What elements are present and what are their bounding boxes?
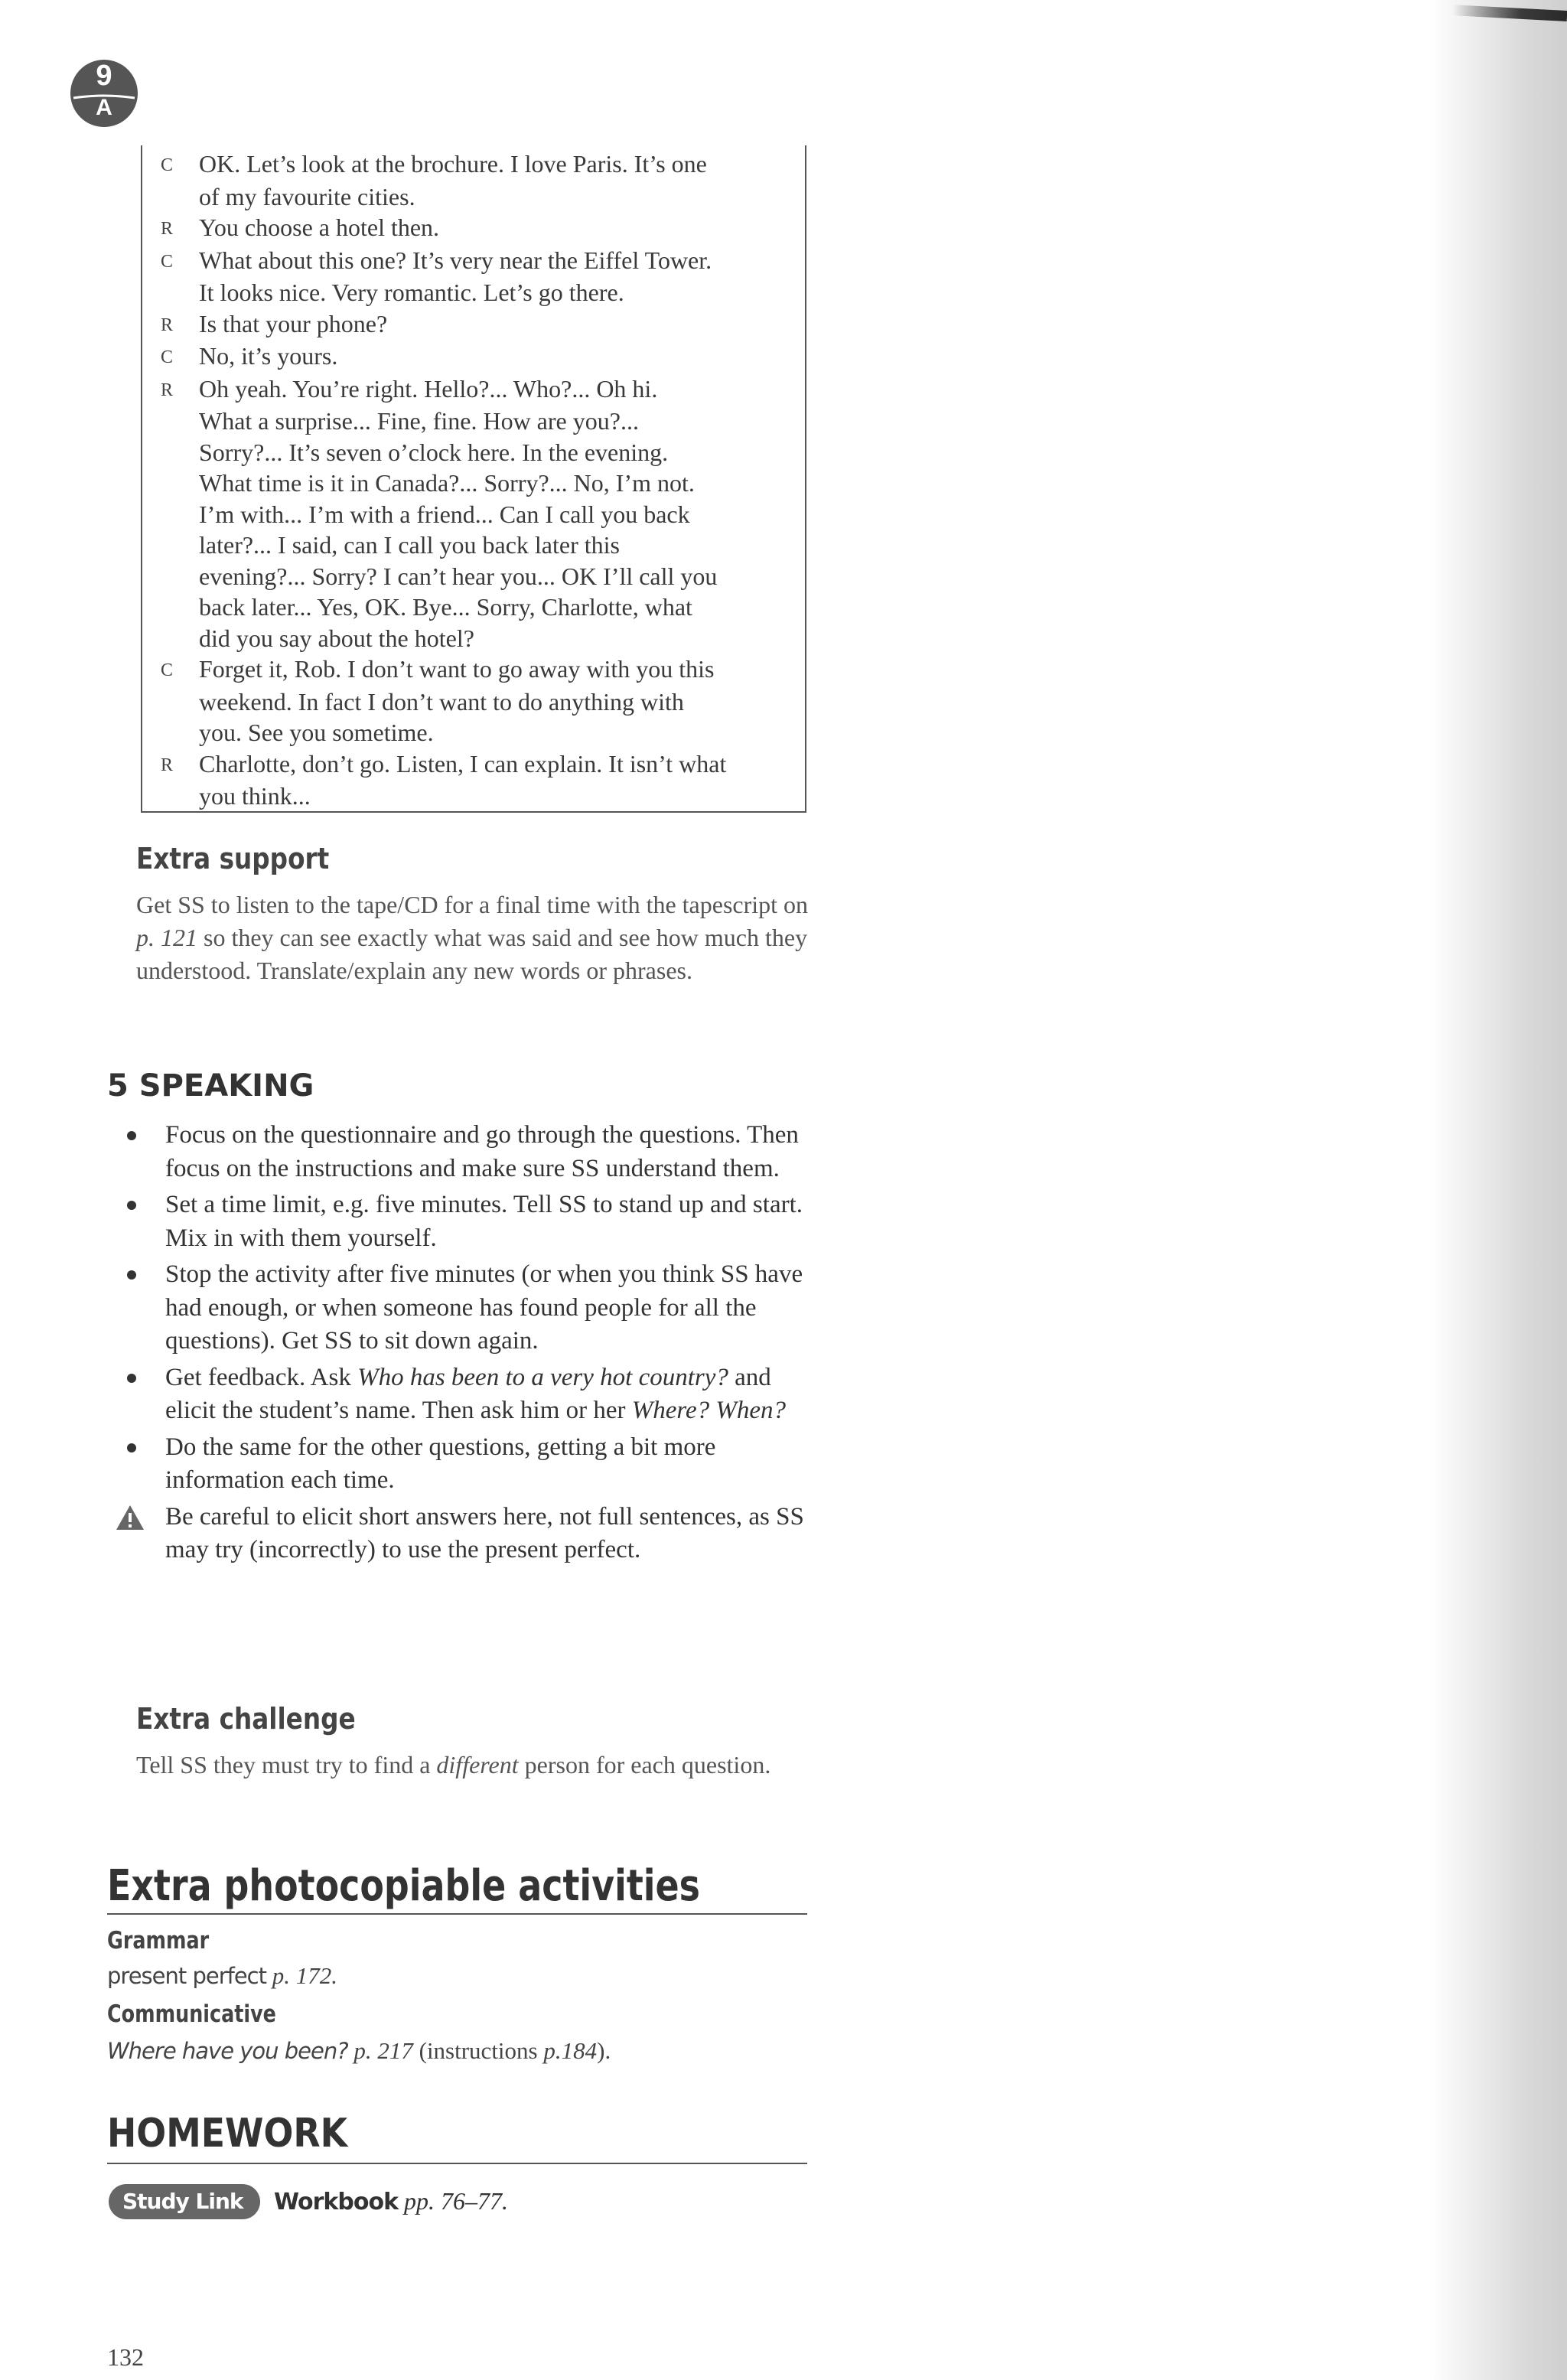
- tapescript-line: [161, 181, 805, 213]
- tapescript-line: [161, 748, 805, 781]
- dialogue-text: of my favourite cities.: [199, 182, 415, 210]
- speaker-label: [161, 406, 199, 437]
- homework-heading: HOMEWORK: [107, 2111, 348, 2157]
- extra-challenge-text: Tell SS they must try to find a different person for each question.: [136, 1751, 771, 1778]
- tapescript-line: [161, 468, 805, 499]
- speaker-label: R: [161, 380, 174, 400]
- page-edge-shadow: [1429, 0, 1567, 2380]
- warning-item: Be careful to elicit short answers here, not full sentences, as SS may try (incorrectly) to use the present perfect.: [115, 1501, 819, 1567]
- grammar-label: Grammar: [107, 1927, 210, 1955]
- tapescript-line: [161, 654, 805, 686]
- communicative-label: Communicative: [107, 2000, 276, 2028]
- dialogue-text: I’m with... I’m with a friend... Can I call you back: [199, 500, 690, 528]
- tapescript-line: [161, 212, 805, 245]
- tapescript-line: [161, 530, 805, 561]
- tapescript-line: [161, 717, 805, 748]
- dialogue-text: You choose a hotel then.: [199, 214, 440, 241]
- divider: [107, 1913, 807, 1915]
- speaker-label: C: [161, 251, 174, 272]
- photocopiable-heading: Extra photocopiable activities: [107, 1861, 701, 1911]
- dialogue-text: What a surprise... Fine, fine. How are you?...: [199, 407, 639, 435]
- speaker-label: [161, 686, 199, 718]
- dialogue-text: Sorry?... It’s seven o’clock here. In the evening.: [199, 438, 669, 466]
- dialogue-text: evening?... Sorry? I can’t hear you... OK I’ll call you: [199, 562, 718, 590]
- tapescript-line: [161, 245, 805, 278]
- dialogue-text: you. See you sometime.: [199, 719, 434, 746]
- list-item: Stop the activity after five minutes (or when you think SS have had enough, or when someone has found people for all the questions). Get SS to sit down again.: [115, 1258, 819, 1358]
- tapescript-line: [161, 406, 805, 437]
- study-link-badge: Study Link: [109, 2184, 260, 2219]
- dialogue-text: Charlotte, don’t go. Listen, I can explain. It isn’t what: [199, 749, 727, 778]
- dialogue-text: No, it’s yours.: [199, 342, 338, 370]
- unit-letter: A: [96, 95, 112, 120]
- dialogue-text: What about this one? It’s very near the Eiffel Tower.: [199, 246, 712, 274]
- dialogue-text: What time is it in Canada?... Sorry?... No, I’m not.: [199, 469, 695, 497]
- tapescript-line: [161, 373, 805, 406]
- list-item: Focus on the questionnaire and go through the questions. Then focus on the instructions and make sure SS understand them.: [115, 1119, 819, 1185]
- tapescript-line: [161, 561, 805, 592]
- dialogue-text: Forget it, Rob. I don’t want to go away with you this: [199, 655, 715, 683]
- speaker-label: R: [161, 755, 174, 775]
- tapescript-line: [161, 499, 805, 530]
- tapescript-line: [161, 341, 805, 373]
- dialogue-text: later?... I said, can I call you back later this: [199, 531, 620, 559]
- grammar-activity: present perfect p. 172.: [107, 1962, 337, 1989]
- speaker-label: R: [161, 315, 174, 335]
- speaker-label: [161, 530, 199, 561]
- dialogue-text: OK. Let’s look at the brochure. I love Paris. It’s one: [199, 150, 707, 178]
- speaker-label: [161, 561, 199, 592]
- workbook-reference: Workbook pp. 76–77.: [274, 2187, 509, 2215]
- bullet-icon: [127, 1374, 136, 1383]
- tapescript-line: [161, 592, 805, 623]
- speaker-label: [161, 592, 199, 623]
- tapescript-line: [161, 686, 805, 718]
- dialogue-text: back later... Yes, OK. Bye... Sorry, Charlotte, what: [199, 593, 692, 621]
- bullet-icon: [127, 1270, 136, 1280]
- page-reference: p. 121: [136, 924, 197, 951]
- tapescript-line: [161, 148, 805, 181]
- bullet-icon: [127, 1201, 136, 1210]
- speaker-label: [161, 277, 199, 308]
- unit-badge: [69, 58, 139, 129]
- bullet-icon: [127, 1443, 136, 1452]
- dialogue-text: It looks nice. Very romantic. Let’s go there.: [199, 279, 624, 306]
- speaker-label: C: [161, 347, 174, 367]
- speaker-label: [161, 781, 199, 812]
- list-item: Do the same for the other questions, getting a bit more information each time.: [115, 1431, 819, 1498]
- bullet-icon: [127, 1131, 136, 1140]
- speaker-label: [161, 468, 199, 499]
- page-number: 132: [107, 2343, 144, 2371]
- warning-icon: [115, 1504, 145, 1531]
- list-item: Get feedback. Ask Who has been to a very hot country? and elicit the student’s name. Then ask him or her Where? When?: [115, 1361, 819, 1428]
- speaker-label: C: [161, 660, 174, 680]
- dialogue-text: weekend. In fact I don’t want to do anything with: [199, 687, 684, 716]
- tapescript-line: [161, 277, 805, 308]
- speaker-label: C: [161, 155, 174, 175]
- dialogue-text: did you say about the hotel?: [199, 624, 474, 652]
- dialogue-text: Oh yeah. You’re right. Hello?... Who?... Oh hi.: [199, 374, 658, 403]
- speaking-bullet-list: [115, 1119, 819, 1570]
- unit-number: 9: [96, 60, 112, 92]
- speaker-label: [161, 499, 199, 530]
- speaker-label: [161, 437, 199, 468]
- speaker-label: [161, 623, 199, 654]
- extra-challenge-heading: Extra challenge: [136, 1702, 356, 1736]
- tapescript-line: [161, 437, 805, 468]
- tapescript-line: [161, 781, 805, 812]
- dialogue-text: Is that your phone?: [199, 309, 388, 337]
- tapescript-box: [141, 145, 806, 813]
- dialogue-text: you think...: [199, 782, 311, 810]
- speaker-label: [161, 181, 199, 213]
- tapescript-line: [161, 623, 805, 654]
- extra-support-heading: Extra support: [136, 842, 330, 875]
- speaker-label: R: [161, 219, 174, 239]
- section-title-speaking: 5 SPEAKING: [107, 1068, 314, 1104]
- tapescript-line: [161, 308, 805, 341]
- list-item: Set a time limit, e.g. five minutes. Tell SS to stand up and start. Mix in with them yourself.: [115, 1188, 819, 1255]
- extra-support-text: Get SS to listen to the tape/CD for a final time with the tapescript on p. 121 so they can see exactly what was said and see how much they understood. Translate/explain any new words or phrases.: [136, 891, 809, 984]
- communicative-activity: Where have you been? p. 217 (instructions p.184).: [107, 2037, 611, 2064]
- speaker-label: [161, 717, 199, 748]
- divider: [107, 2163, 807, 2164]
